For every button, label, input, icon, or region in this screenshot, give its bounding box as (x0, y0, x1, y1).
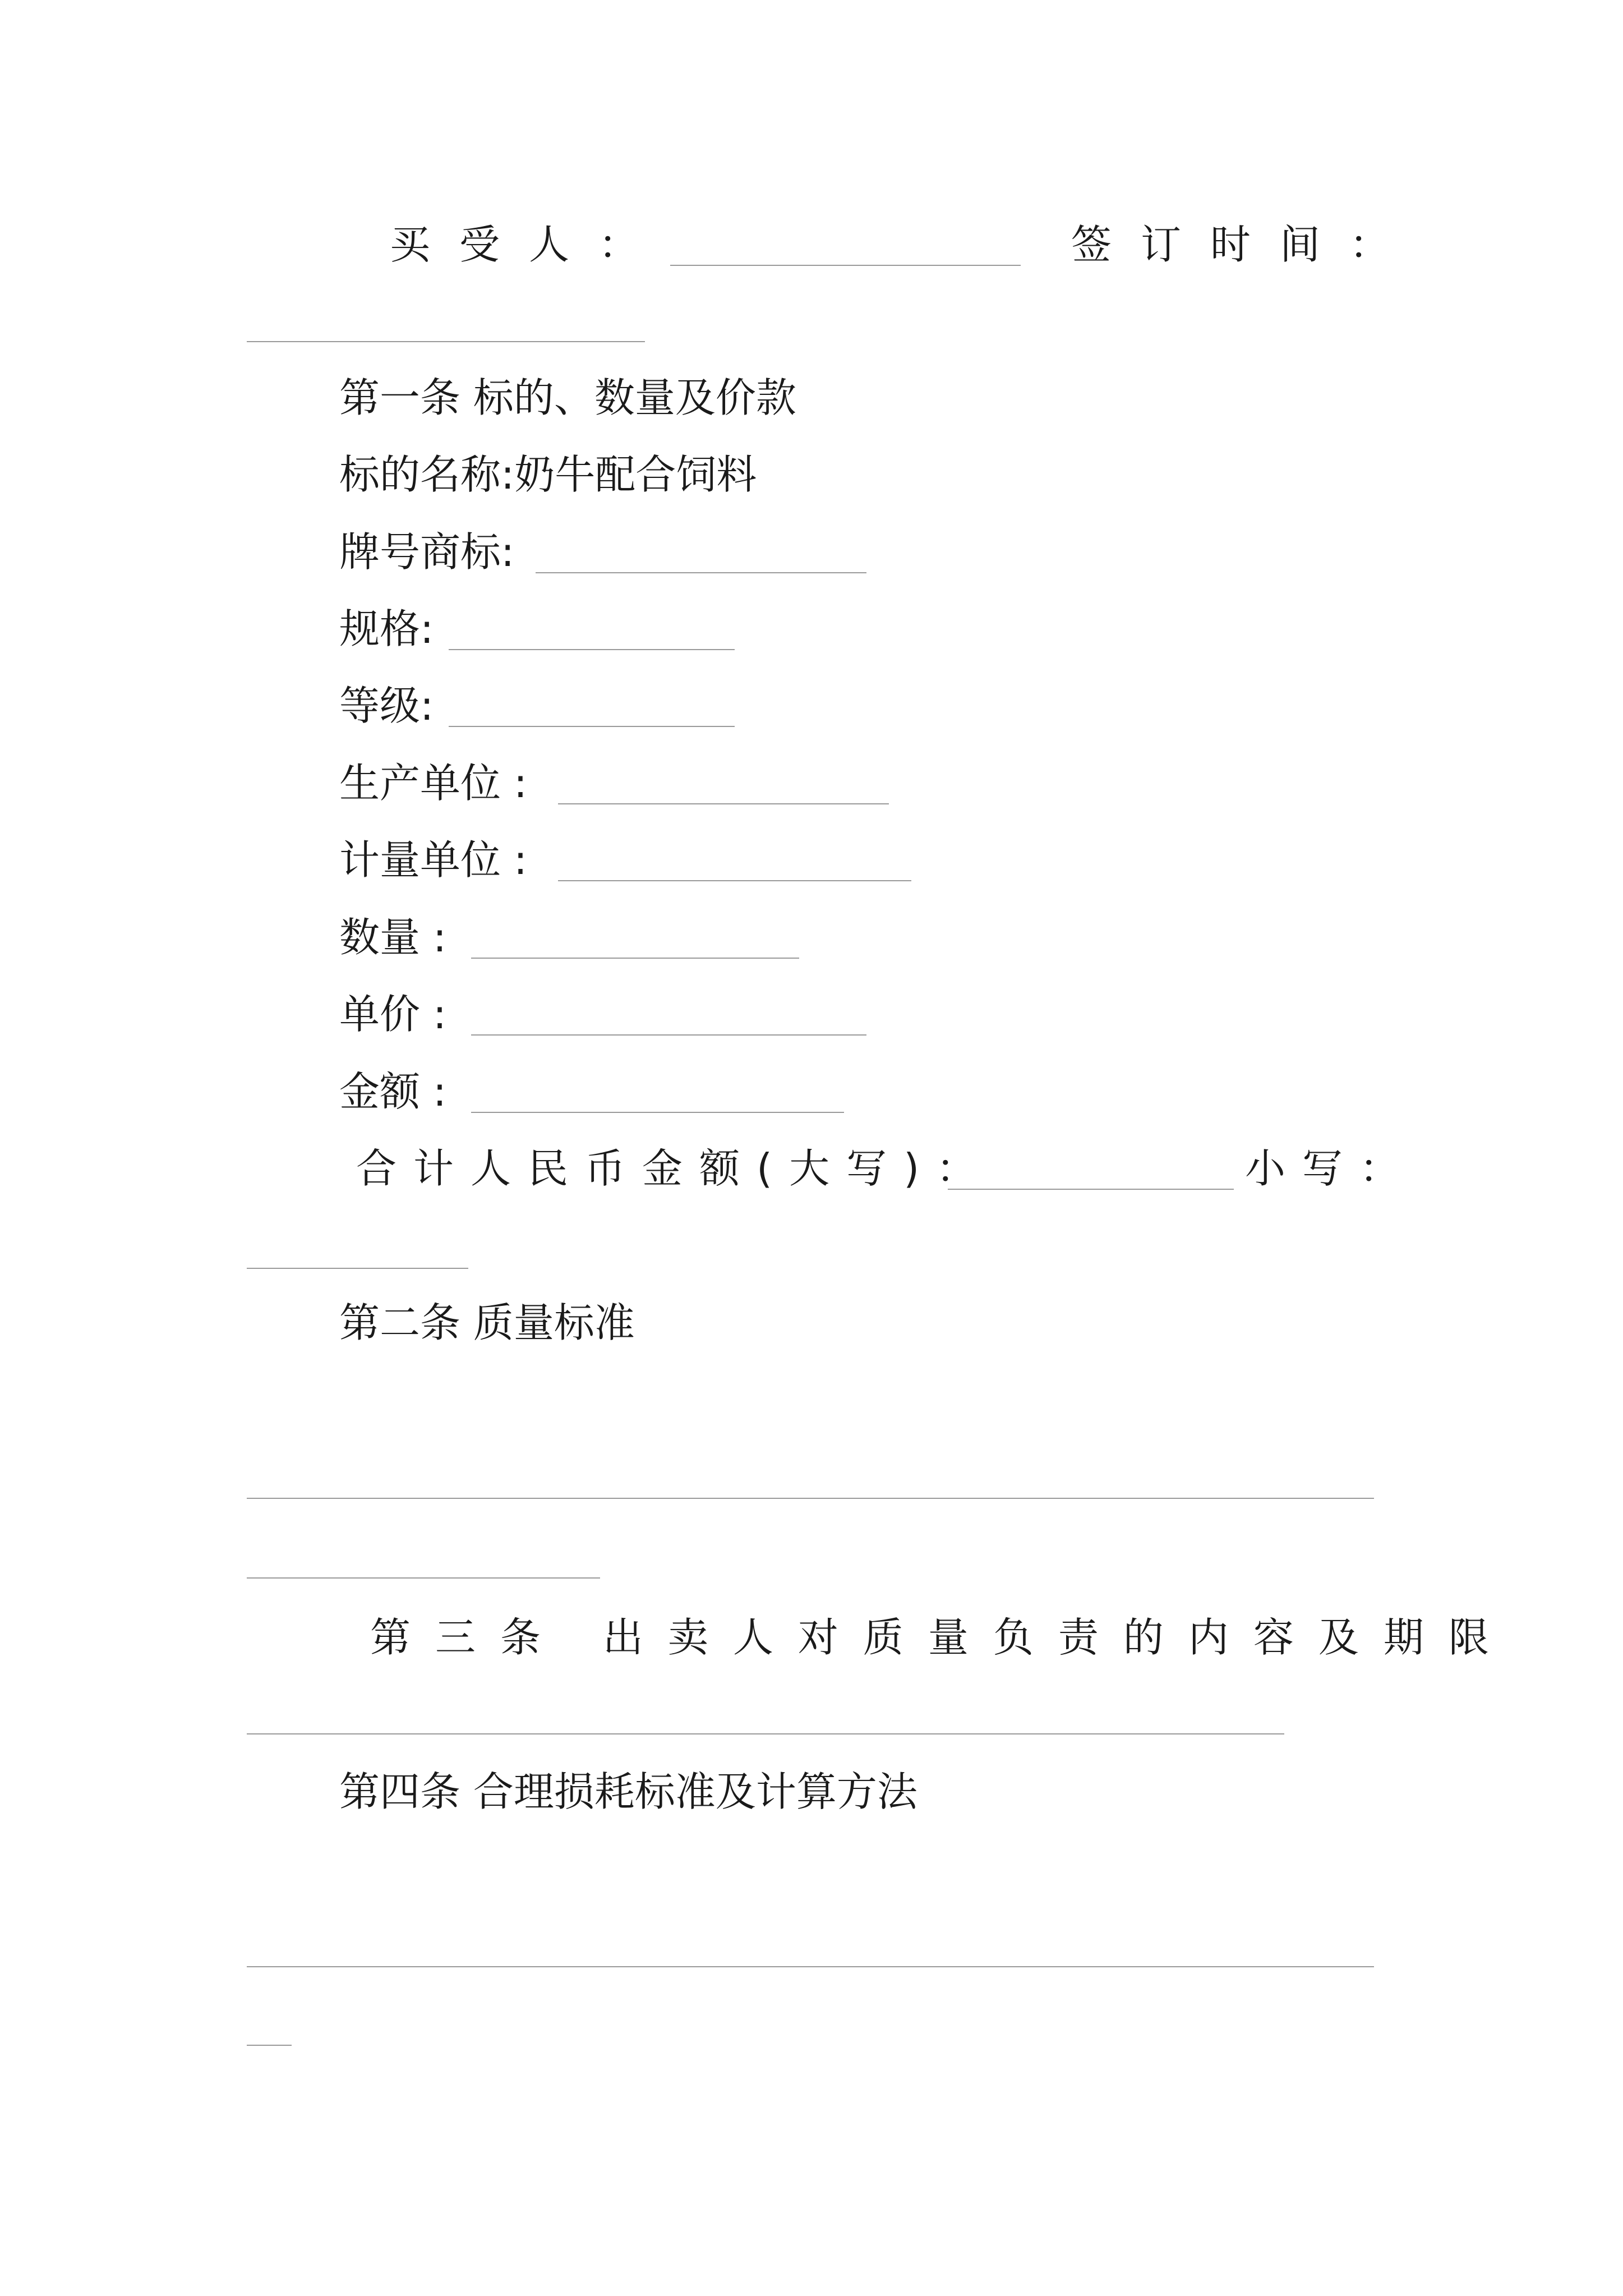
article3-title: 第三条 出卖人对质量负责的内容及期限 (370, 1614, 1514, 1661)
article4-blank-1[interactable] (247, 1966, 1374, 1967)
quantity-blank[interactable] (471, 958, 799, 959)
amount-label: 金额 : (339, 1068, 447, 1115)
total-lower-label: 小写： (1245, 1145, 1417, 1192)
article4-blank-2[interactable] (247, 2045, 292, 2046)
article3-blank[interactable] (247, 1733, 1284, 1734)
quantity-label: 数量 : (339, 914, 447, 961)
brand-blank[interactable] (536, 572, 866, 573)
unit-blank[interactable] (558, 880, 911, 881)
grade-label: 等级: (339, 682, 434, 729)
article2-title: 第二条 质量标准 (339, 1299, 635, 1346)
buyer-label: 买受人： (390, 221, 668, 268)
article4-title: 第四条 合理损耗标准及计算方法 (339, 1768, 917, 1815)
sign-time-blank[interactable] (247, 341, 645, 342)
item-name: 标的名称:奶牛配合饲料 (339, 451, 757, 498)
spec-label: 规格: (339, 605, 434, 652)
amount-blank[interactable] (471, 1112, 844, 1113)
total-upper-label: 合计人民币金额(大写)： (356, 1145, 994, 1192)
producer-label: 生产单位 : (339, 760, 528, 807)
unit-price-label: 单价 : (339, 991, 447, 1038)
spec-blank[interactable] (449, 649, 735, 650)
article2-blank-2[interactable] (247, 1577, 600, 1579)
article1-title: 第一条 标的、数量及价款 (339, 374, 796, 421)
total-upper-blank[interactable] (948, 1189, 1234, 1190)
brand-label: 牌号商标: (339, 528, 515, 576)
article2-blank-1[interactable] (247, 1498, 1374, 1499)
buyer-blank[interactable] (670, 265, 1021, 266)
total-lower-blank[interactable] (247, 1268, 468, 1269)
sign-time-label: 签订时间： (1071, 221, 1419, 268)
producer-blank[interactable] (558, 803, 889, 804)
unit-label: 计量单位 : (339, 836, 528, 884)
unit-price-blank[interactable] (471, 1034, 866, 1036)
grade-blank[interactable] (449, 726, 735, 727)
